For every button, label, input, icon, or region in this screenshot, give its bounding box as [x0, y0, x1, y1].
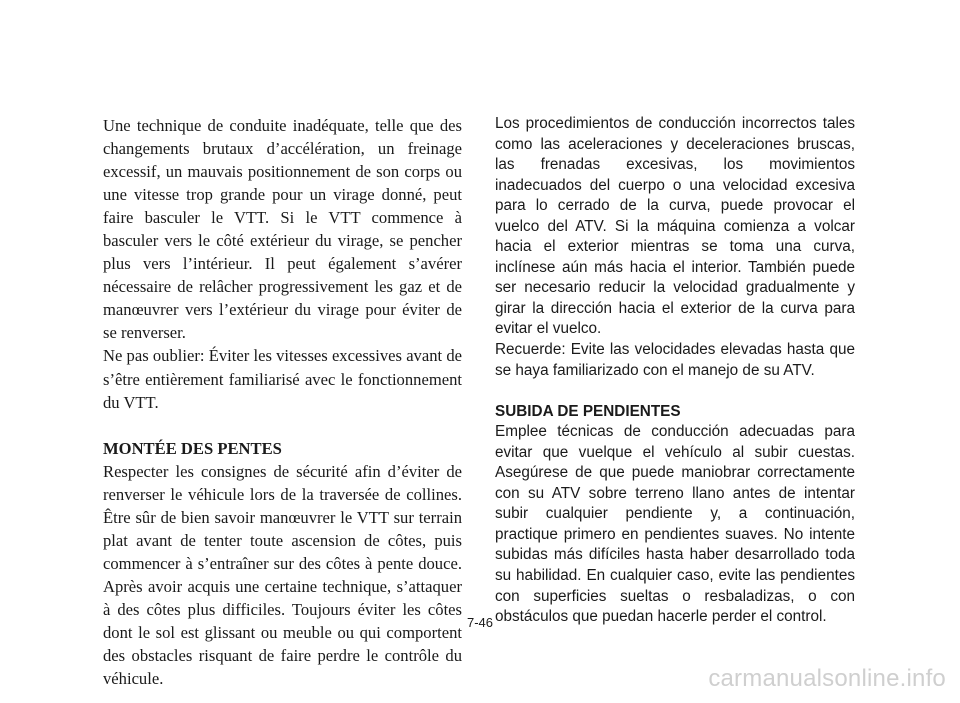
page-number: 7-46 — [466, 615, 494, 630]
french-heading-hill-climbing: MONTÉE DES PENTES — [103, 438, 282, 458]
spanish-paragraph-hill-climbing: Emplee técnicas de conducción adecuadas para evitar que vuelque el vehículo al subir cuestas. Asegúrese de que puede maniobrar correctamente con su ATV sobre terreno llano antes de intentar subir cualquier pendiente y, a continuación, practique primero en pendientes suaves. No intente subidas más difíciles hasta haber desarrollado toda su habilidad. En cualquier caso, evite las pendientes con superficies sueltas o resbaladizas, o con obstáculos que puedan hacerle perder el control. — [495, 423, 855, 626]
french-paragraph-hill-climbing: Respecter les consignes de sécurité afin d’éviter de renverser le véhicule lors de la traversée de collines. Être sûr de bien savoir manœuvrer le VTT sur terrain plat avant de tenter toute ascension de côtes, puis commencer à s’entraîner sur des côtes à pente douce. Après avoir acquis une certaine technique, s’attaquer à des côtes plus difficiles. Toujours éviter les côtes dont le sol est glissant ou meuble ou qui comportent des obstacles risquant de faire perdre le contrôle du véhicule. — [103, 461, 462, 689]
french-paragraph-cornering: Une technique de conduite inadéquate, telle que des changements brutaux d’accélération, un freinage excessif, un mauvais positionnement de son corps ou une vitesse trop grande pour un virage donné, peut faire basculer le VTT. Si le VTT commence à basculer vers le côté extérieur du virage, se pencher plus vers l’intérieur. Il peut également s’avérer nécessaire de relâcher progressivement les gaz et de manœuvrer vers l’extérieur du virage pour éviter de se renverser. — [103, 116, 462, 343]
spanish-heading-hill-climbing: SUBIDA DE PENDIENTES — [495, 402, 681, 420]
spanish-column — [495, 114, 855, 628]
spanish-paragraph-cornering: Los procedimientos de conducción incorrectos tales como las aceleraciones y deceleraciones bruscas, las frenadas excesivas, los movimientos inadecuados del cuerpo o una velocidad excesiva para lo cerrado de la curva, puede provocar el vuelco del ATV. Si la máquina comienza a volcar hacia el exterior mientras se toma una curva, inclínese aún más hacia el interior. También puede ser necesario reducir la velocidad gradualmente y girar la dirección hacia el exterior de la curva para evitar el vuelco. — [495, 115, 855, 338]
watermark: carmanualsonline.info — [708, 665, 946, 692]
spanish-paragraph-reminder: Recuerde: Evite las velocidades elevadas hasta que se haya familiarizado con el manejo de su ATV. — [495, 341, 855, 379]
french-paragraph-reminder: Ne pas oublier: Éviter les vitesses excessives avant de s’être entièrement familiarisé avec le fonctionnement du VTT. — [103, 346, 462, 412]
french-spacer — [103, 414, 462, 437]
french-column — [103, 114, 462, 690]
spanish-spacer — [495, 381, 855, 402]
